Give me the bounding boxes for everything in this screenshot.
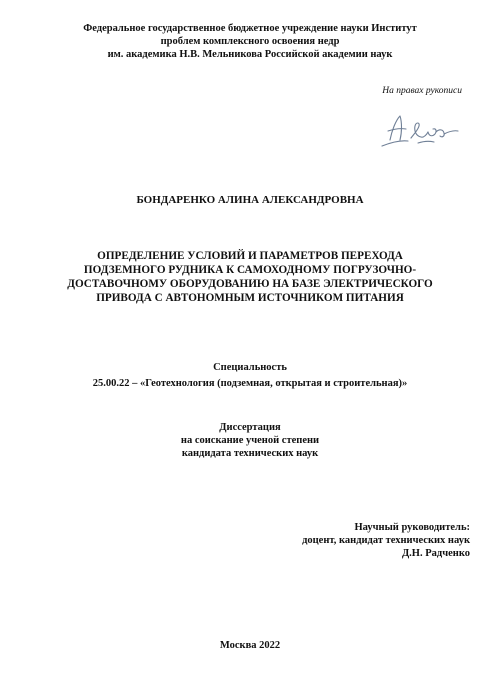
specialty-label: Специальность (213, 362, 287, 373)
title-line: ДОСТАВОЧНОМУ ОБОРУДОВАНИЮ НА БАЗЕ ЭЛЕКТРИЧЕСКОГО (67, 278, 433, 290)
handwritten-signature (378, 110, 468, 150)
dissertation-block (0, 421, 500, 460)
institution-line: Федеральное государственное бюджетное учреждение науки Институт (83, 23, 417, 34)
institution-line: им. академика Н.В. Мельникова Российской академии наук (107, 49, 393, 60)
specialty-block (0, 361, 500, 390)
city-year: Москва 2022 (219, 640, 281, 651)
title-line: ПОДЗЕМНОГО РУДНИКА К САМОХОДНОМУ ПОГРУЗОЧНО- (83, 264, 417, 276)
dissertation-line: на соискание ученой степени (180, 435, 320, 446)
institution-header (40, 22, 460, 61)
title-line: ПРИВОДА С АВТОНОМНЫМ ИСТОЧНИКОМ ПИТАНИЯ (96, 292, 404, 304)
dissertation-line: Диссертация (219, 422, 281, 433)
dissertation-line: кандидата технических наук (181, 448, 319, 459)
title-line: ОПРЕДЕЛЕНИЕ УСЛОВИЙ И ПАРАМЕТРОВ ПЕРЕХОДА (97, 250, 403, 262)
rights-note: На правах рукописи (382, 86, 462, 96)
supervisor-block (302, 521, 470, 560)
author-name: БОНДАРЕНКО АЛИНА АЛЕКСАНДРОВНА (136, 194, 364, 206)
supervisor-label: Научный руководитель: (354, 522, 470, 533)
institution-line: проблем комплексного освоения недр (160, 36, 340, 47)
supervisor-name: Д.Н. Радченко (401, 548, 470, 559)
thesis-title (20, 249, 480, 305)
specialty-code: 25.00.22 – «Геотехнология (подземная, открытая и строительная)» (92, 378, 408, 389)
supervisor-position: доцент, кандидат технических наук (302, 535, 470, 546)
